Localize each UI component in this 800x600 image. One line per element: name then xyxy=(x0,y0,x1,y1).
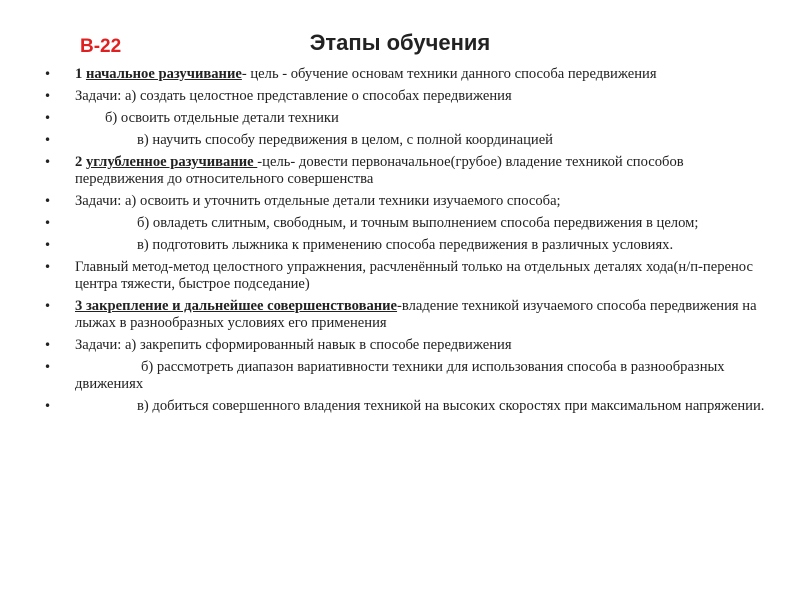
stages-list xyxy=(0,66,800,420)
list-item-text: в) научить способу передвижения в целом, с полной координацией xyxy=(137,132,553,148)
bullet-icon: • xyxy=(44,260,52,274)
list-item-stage-3 xyxy=(0,298,775,332)
bullet-icon: • xyxy=(44,299,52,313)
bullet-icon: • xyxy=(44,111,52,125)
bullet-icon: • xyxy=(44,216,52,230)
list-item-tasks-1c xyxy=(0,132,775,149)
list-item-stage-1 xyxy=(0,66,775,83)
list-item-tasks-1b xyxy=(0,110,775,127)
list-item-tasks-3c xyxy=(0,398,775,415)
bullet-icon: • xyxy=(44,238,52,252)
slide-title: Этапы обучения xyxy=(309,30,491,55)
stage-description: -цель- довести первоначальное(грубое) владение техникой способов передвижения до относительного совершенства xyxy=(75,154,684,187)
stage-description: - цель - обучение основам техники данного способа передвижения xyxy=(241,66,657,82)
list-item-text: Задачи: а) создать целостное представление о способах передвижения xyxy=(75,88,512,104)
bullet-icon: • xyxy=(44,399,52,413)
list-item-main-method xyxy=(0,259,775,293)
bullet-icon: • xyxy=(44,89,52,103)
list-item-text: Главный метод-метод целостного упражнения, расчленённый только на отдельных деталях хода(н/п-перенос центра тяжести, быстрое подседание) xyxy=(75,259,753,292)
list-item-tasks-2a xyxy=(0,193,775,210)
stage-number: 1 xyxy=(75,66,86,82)
bullet-icon: • xyxy=(44,133,52,147)
slide-badge: В-22 xyxy=(80,36,122,57)
list-item-tasks-2b xyxy=(0,215,775,232)
stage-heading: 3 закрепление и дальнейшее совершенствование xyxy=(75,298,398,314)
list-item-tasks-1a xyxy=(0,88,775,105)
stage-number: 2 xyxy=(75,154,86,170)
list-item-text: Задачи: а) освоить и уточнить отдельные детали техники изучаемого способа; xyxy=(75,193,561,209)
list-item-tasks-2c xyxy=(0,237,775,254)
list-item-text: б) освоить отдельные детали техники xyxy=(105,110,339,126)
list-item-text: б) рассмотреть диапазон вариативности техники для использования способа в разнообразных движениях xyxy=(75,359,725,392)
bullet-icon: • xyxy=(44,338,52,352)
list-item-tasks-3b xyxy=(0,359,775,393)
list-item-text: б) овладеть слитным, свободным, и точным выполнением способа передвижения в целом; xyxy=(137,215,699,231)
stage-heading: начальное разучивание xyxy=(85,66,242,82)
list-item-text: Задачи: а) закрепить сформированный навык в способе передвижения xyxy=(75,337,512,353)
bullet-icon: • xyxy=(44,360,52,374)
list-item-tasks-3a xyxy=(0,337,775,354)
stage-description: -владение техникой изучаемого способа передвижения на лыжах в разнообразных условиях его применения xyxy=(75,298,757,331)
bullet-icon: • xyxy=(44,194,52,208)
list-item-stage-2 xyxy=(0,154,775,188)
bullet-icon: • xyxy=(44,67,52,81)
stage-heading: углубленное разучивание xyxy=(85,154,258,170)
bullet-icon: • xyxy=(44,155,52,169)
list-item-text: в) подготовить лыжника к применению способа передвижения в различных условиях. xyxy=(137,237,674,253)
list-item-text: в) добиться совершенного владения техникой на высоких скоростях при максимальном напряжении. xyxy=(137,398,765,414)
